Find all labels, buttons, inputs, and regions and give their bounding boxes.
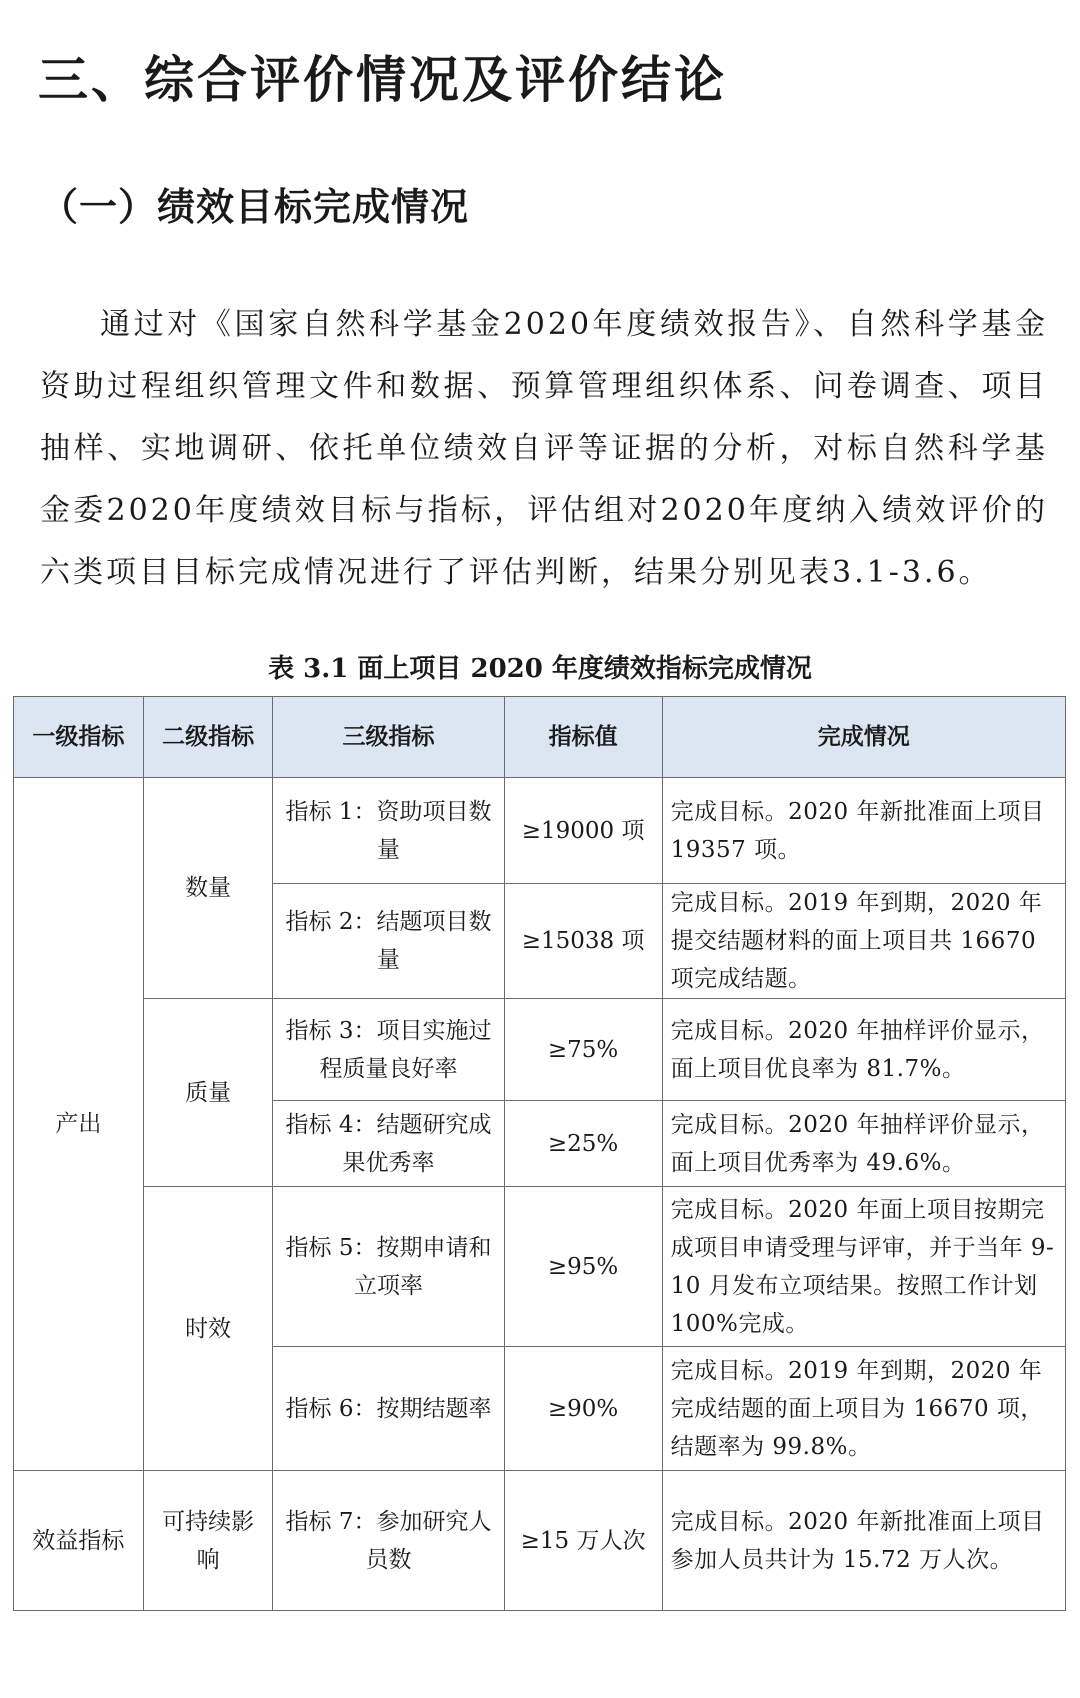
level1-cell: 效益指标 <box>14 1471 144 1611</box>
col-header-level3: 三级指标 <box>273 697 504 778</box>
indicator-cell: 指标 5：按期申请和立项率 <box>273 1187 504 1347</box>
result-cell: 完成目标。2020 年新批准面上项目参加人员共计为 15.72 万人次。 <box>662 1471 1065 1611</box>
level2-cell: 可持续影响 <box>143 1471 273 1611</box>
table-row <box>14 999 1066 1101</box>
result-cell: 完成目标。2020 年面上项目按期完成项目申请受理与评审，并于当年 9-10 月发布立项结果。按照工作计划 100%完成。 <box>662 1187 1065 1347</box>
table-row <box>14 778 1066 884</box>
value-cell: ≥95% <box>504 1187 662 1347</box>
col-header-level2: 二级指标 <box>143 697 273 778</box>
result-cell: 完成目标。2020 年新批准面上项目 19357 项。 <box>662 778 1065 884</box>
result-cell: 完成目标。2020 年抽样评价显示，面上项目优良率为 81.7%。 <box>662 999 1065 1101</box>
value-cell: ≥19000 项 <box>504 778 662 884</box>
level1-cell: 产出 <box>14 778 144 1471</box>
table-header-row <box>14 697 1066 778</box>
indicator-cell: 指标 4：结题研究成果优秀率 <box>273 1101 504 1187</box>
level2-cell: 质量 <box>143 999 273 1187</box>
body-paragraph: 通过对《国家自然科学基金2020年度绩效报告》、自然科学基金资助过程组织管理文件和数据、预算管理组织体系、问卷调查、项目抽样、实地调研、依托单位绩效自评等证据的分析，对标自然科学基金委2020年度绩效目标与指标，评估组对2020年度纳入绩效评价的六类项目目标完成情况进行了评估判断，结果分别见表3.1-3.6。 <box>40 307 1048 590</box>
subsection-heading: （一）绩效目标完成情况 <box>40 185 470 229</box>
table-row <box>14 1471 1066 1611</box>
result-cell: 完成目标。2020 年抽样评价显示，面上项目优秀率为 49.6%。 <box>662 1101 1065 1187</box>
result-cell: 完成目标。2019 年到期，2020 年完成结题的面上项目为 16670 项，结题率为 99.8%。 <box>662 1347 1065 1471</box>
level2-cell: 时效 <box>143 1187 273 1471</box>
indicator-cell: 指标 7：参加研究人员数 <box>273 1471 504 1611</box>
table-caption: 表 3.1 面上项目 2020 年度绩效指标完成情况 <box>268 654 812 684</box>
indicator-cell: 指标 2：结题项目数量 <box>273 884 504 999</box>
result-cell: 完成目标。2019 年到期，2020 年提交结题材料的面上项目共 16670 项完成结题。 <box>662 884 1065 999</box>
indicator-cell: 指标 3：项目实施过程质量良好率 <box>273 999 504 1101</box>
level2-cell: 数量 <box>143 778 273 999</box>
value-cell: ≥90% <box>504 1347 662 1471</box>
table-row <box>14 1187 1066 1347</box>
value-cell: ≥15 万人次 <box>504 1471 662 1611</box>
col-header-level1: 一级指标 <box>14 697 144 778</box>
performance-table <box>13 696 1066 1611</box>
indicator-cell: 指标 6：按期结题率 <box>273 1347 504 1471</box>
value-cell: ≥75% <box>504 999 662 1101</box>
value-cell: ≥25% <box>504 1101 662 1187</box>
col-header-result: 完成情况 <box>662 697 1065 778</box>
col-header-value: 指标值 <box>504 697 662 778</box>
section-heading: 三、综合评价情况及评价结论 <box>38 51 727 109</box>
indicator-cell: 指标 1：资助项目数量 <box>273 778 504 884</box>
value-cell: ≥15038 项 <box>504 884 662 999</box>
